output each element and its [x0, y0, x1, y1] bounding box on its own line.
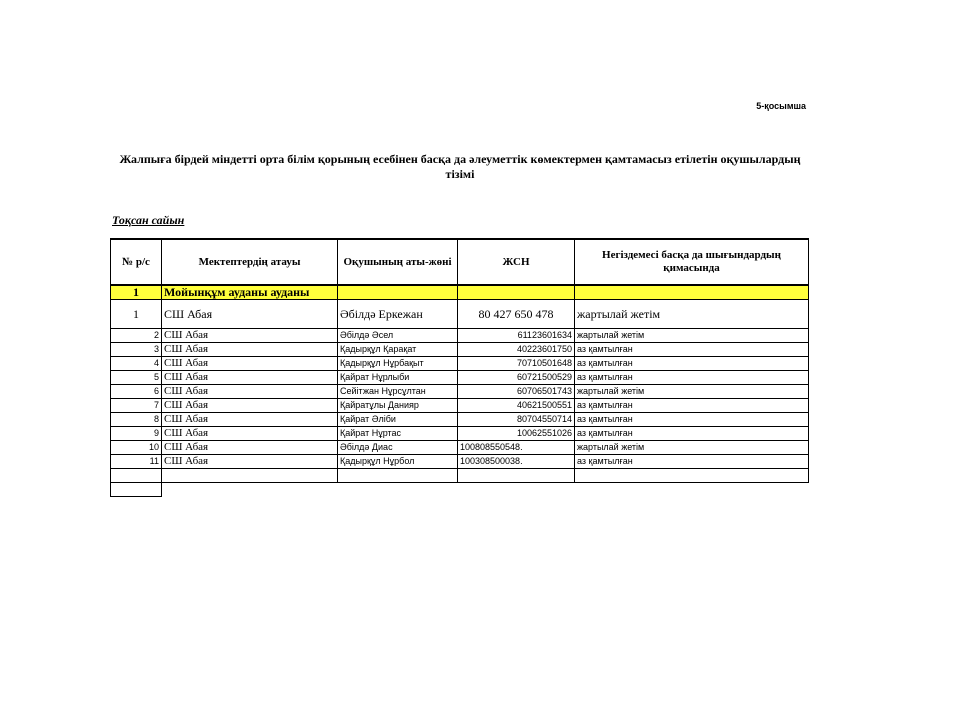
row-num: 4: [111, 357, 162, 371]
student-name-cell: Қайрат Нұрлыби: [338, 371, 458, 385]
iin-cell: 80 427 650 478: [458, 300, 575, 329]
student-name-cell: Әбілдә Диас: [338, 441, 458, 455]
row-num: 10: [111, 441, 162, 455]
iin-cell: 60721500529: [458, 371, 575, 385]
empty-cell: [575, 483, 809, 497]
header-iin: ЖСН: [458, 239, 575, 285]
school-cell: СШ Абая: [162, 343, 338, 357]
iin-cell: 40621500551: [458, 399, 575, 413]
empty-cell: [338, 469, 458, 483]
basis-cell: жартылай жетім: [575, 300, 809, 329]
district-name: Мойынқұм ауданы ауданы: [162, 285, 338, 300]
student-name-cell: Әбілдә Әсел: [338, 329, 458, 343]
header-basis: Негіздемесі басқа да шығындардың қимасында: [575, 239, 809, 285]
basis-cell: жартылай жетім: [575, 385, 809, 399]
basis-cell: аз қамтылған: [575, 427, 809, 441]
school-cell: СШ Абая: [162, 413, 338, 427]
school-cell: СШ Абая: [162, 441, 338, 455]
basis-cell: аз қамтылған: [575, 357, 809, 371]
student-name-cell: Қадырқұл Нұрбол: [338, 455, 458, 469]
table-row: [111, 343, 809, 357]
school-cell: СШ Абая: [162, 300, 338, 329]
row-num: 8: [111, 413, 162, 427]
table-row: [111, 385, 809, 399]
basis-cell: жартылай жетім: [575, 441, 809, 455]
empty-cell: [162, 469, 338, 483]
student-name-cell: Қадырқұл Нұрбақыт: [338, 357, 458, 371]
empty-cell: [162, 483, 338, 497]
school-cell: СШ Абая: [162, 385, 338, 399]
district-num: 1: [111, 285, 162, 300]
table-row: [111, 329, 809, 343]
appendix-label: 5-қосымша: [756, 101, 806, 111]
students-table: [110, 238, 809, 497]
table-body: [111, 300, 809, 497]
table-header-row: [111, 239, 809, 285]
iin-cell: 60706501743: [458, 385, 575, 399]
student-name-cell: Қайрат Нұртас: [338, 427, 458, 441]
student-name-cell: Қадырқұл Қарақат: [338, 343, 458, 357]
school-cell: СШ Абая: [162, 427, 338, 441]
row-num: 2: [111, 329, 162, 343]
table-row: [111, 371, 809, 385]
row-num: 6: [111, 385, 162, 399]
iin-cell: 80704550714: [458, 413, 575, 427]
table-row: [111, 300, 809, 329]
iin-cell: 100808550548.: [458, 441, 575, 455]
document-title: Жалпыға бірдей міндетті орта білім қорының есебінен басқа да әлеуметтік көмектермен қамтамасыз етілетін оқушылардың тізімі: [119, 152, 801, 181]
period-label: Тоқсан сайын: [112, 213, 185, 227]
district-empty-cell: [338, 285, 458, 300]
empty-row: [111, 469, 809, 483]
row-num: 1: [111, 300, 162, 329]
empty-row: [111, 483, 809, 497]
basis-cell: аз қамтылған: [575, 371, 809, 385]
iin-cell: 10062551026: [458, 427, 575, 441]
basis-cell: аз қамтылған: [575, 343, 809, 357]
header-num: № р/с: [111, 239, 162, 285]
school-cell: СШ Абая: [162, 329, 338, 343]
row-num: 11: [111, 455, 162, 469]
school-cell: СШ Абая: [162, 357, 338, 371]
empty-cell: [111, 483, 162, 497]
table-row: [111, 441, 809, 455]
table-row: [111, 399, 809, 413]
header-school: Мектептердің атауы: [162, 239, 338, 285]
student-name-cell: Қайрат Әліби: [338, 413, 458, 427]
empty-cell: [111, 469, 162, 483]
district-empty-cell: [575, 285, 809, 300]
school-cell: СШ Абая: [162, 455, 338, 469]
table-row: [111, 357, 809, 371]
school-cell: СШ Абая: [162, 399, 338, 413]
basis-cell: аз қамтылған: [575, 455, 809, 469]
empty-cell: [458, 483, 575, 497]
empty-cell: [458, 469, 575, 483]
header-student: Оқушының аты-жөні: [338, 239, 458, 285]
table-row: [111, 413, 809, 427]
student-name-cell: Әбілдә Еркежан: [338, 300, 458, 329]
row-num: 5: [111, 371, 162, 385]
basis-cell: аз қамтылған: [575, 399, 809, 413]
table-row: [111, 455, 809, 469]
iin-cell: 100308500038.: [458, 455, 575, 469]
row-num: 3: [111, 343, 162, 357]
district-empty-cell: [458, 285, 575, 300]
iin-cell: 70710501648: [458, 357, 575, 371]
row-num: 7: [111, 399, 162, 413]
row-num: 9: [111, 427, 162, 441]
basis-cell: аз қамтылған: [575, 413, 809, 427]
empty-cell: [338, 483, 458, 497]
iin-cell: 40223601750: [458, 343, 575, 357]
district-row: [111, 285, 809, 300]
student-name-cell: Сейітжан Нұрсұлтан: [338, 385, 458, 399]
school-cell: СШ Абая: [162, 371, 338, 385]
student-name-cell: Қайратұлы Данияр: [338, 399, 458, 413]
table-row: [111, 427, 809, 441]
empty-cell: [575, 469, 809, 483]
iin-cell: 61123601634: [458, 329, 575, 343]
basis-cell: жартылай жетім: [575, 329, 809, 343]
